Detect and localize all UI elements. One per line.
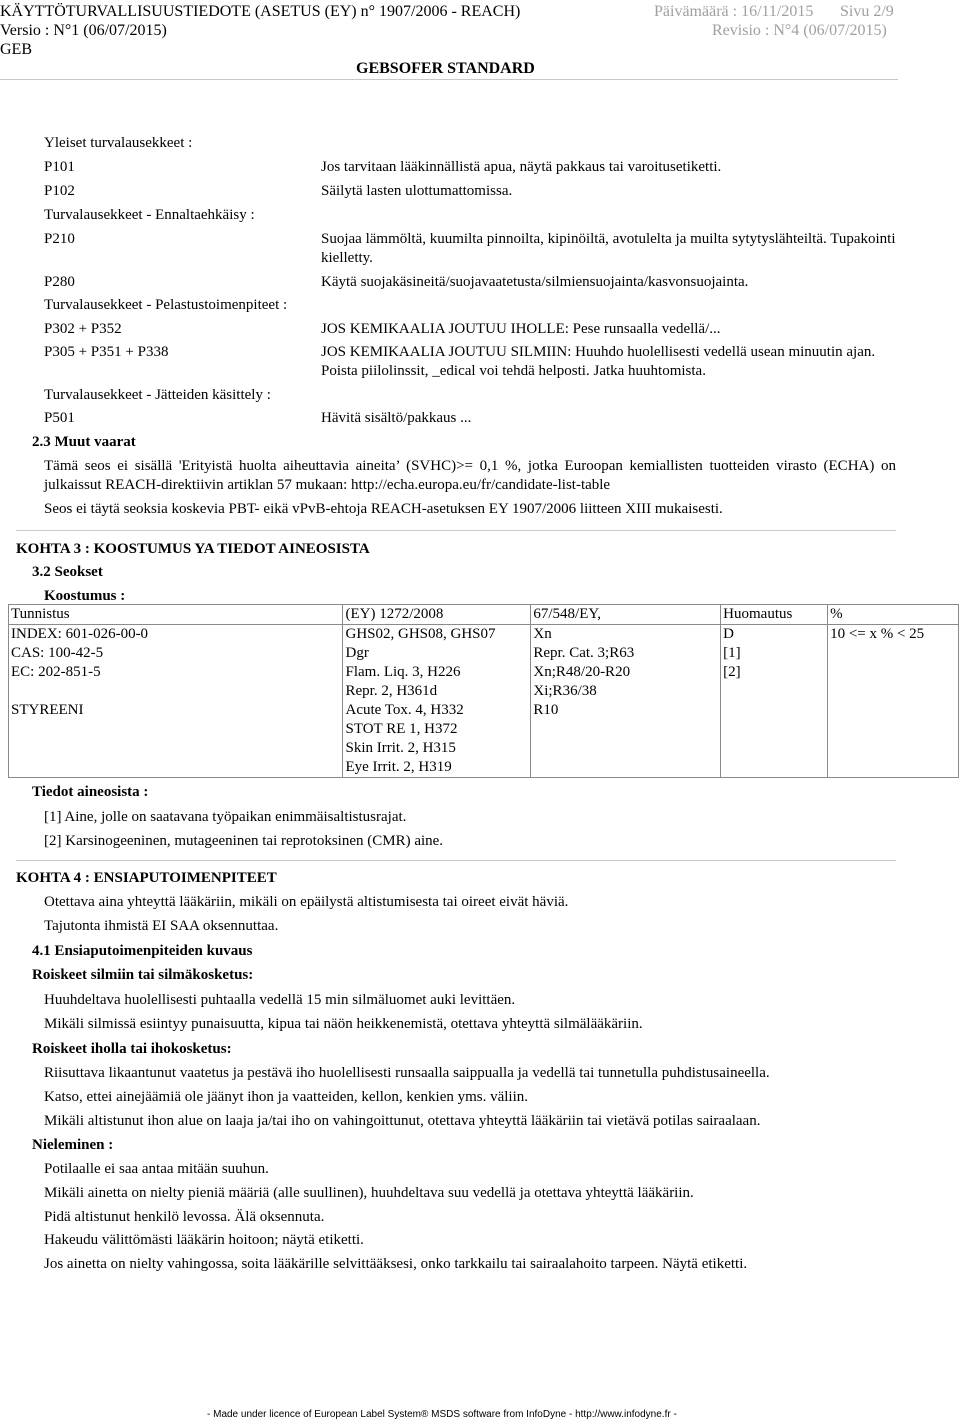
eyes-text-1: Huuhdeltava huolellisesti puhtaalla vedellä 15 min silmäluomet auki levittäen. xyxy=(44,992,516,1008)
cell-identification xyxy=(9,625,343,778)
clp-line: GHS02, GHS08, GHS07 xyxy=(345,626,496,642)
info-note-2: [2] Karsinogeeninen, mutageeninen tai reprotoksinen (CMR) aine. xyxy=(44,833,444,849)
date: Päivämäärä : 16/11/2015 xyxy=(654,3,814,20)
section4-divider xyxy=(16,860,896,861)
eyes-text-2: Mikäli silmissä esiintyy punaisuutta, kipua tai näön heikkenemistä, otettava yhteyttä silmälääkäriin. xyxy=(44,1016,643,1032)
swallow-text-5: Jos ainetta on nielty vahingossa, soita lääkärille selvittääksesi, onko tarkkailu tai sairaalahoito tarpeen. Näytä etiketti. xyxy=(44,1256,748,1272)
swallow-text-1: Potilaalle ei saa antaa mitään suuhun. xyxy=(44,1161,269,1177)
dsd-line: Xi;R36/38 xyxy=(533,683,597,699)
composition-table xyxy=(8,604,959,778)
skin-text-1: Riisuttava likaantunut vaatetus ja pestävä iho huolellisesti runsaalla saippualla ja vedellä tai tunnetulla puhdistusaineella. xyxy=(44,1065,770,1081)
section3-heading: KOHTA 3 : KOOSTUMUS YA TIEDOT AINEOSISTA xyxy=(16,541,370,557)
cell-clp xyxy=(343,625,531,778)
clp-line: Eye Irrit. 2, H319 xyxy=(345,759,452,775)
clp-line: STOT RE 1, H372 xyxy=(345,721,458,737)
ec-number: EC: 202-851-5 xyxy=(11,664,101,680)
p101-text: Jos tarvitaan lääkinnällistä apua, näytä pakkaus tai varoitusetiketti. xyxy=(321,159,722,175)
first-aid-intro-1: Otettava aina yhteyttä lääkäriin, mikäli on epäilystä altistumisesta tai oireet eivät häviä. xyxy=(44,894,569,910)
version: Versio : N°1 (06/07/2015) xyxy=(0,22,167,39)
p501-code: P501 xyxy=(44,410,75,426)
skin-text-3: Mikäli altistunut ihon alue on laaja ja/tai iho on vahingoittunut, otettava yhteyttä lääkäriin tai vietävä potilas sairaalaan. xyxy=(44,1113,761,1129)
page-number: Sivu 2/9 xyxy=(840,3,894,20)
p210-code: P210 xyxy=(44,231,75,247)
eyes-label: Roiskeet silmiin tai silmäkosketus: xyxy=(32,967,254,983)
header-divider xyxy=(0,79,898,80)
blank-line xyxy=(11,682,340,701)
clp-line: Dgr xyxy=(345,645,369,661)
section3-sub: 3.2 Seokset xyxy=(32,564,103,580)
p280-code: P280 xyxy=(44,274,75,290)
p501-text: Hävitä sisältö/pakkaus ... xyxy=(321,410,472,426)
other-hazards-heading: 2.3 Muut vaarat xyxy=(32,434,136,450)
col-header-percent: % xyxy=(828,605,959,625)
clp-line: Flam. Liq. 3, H226 xyxy=(345,664,461,680)
cell-percent xyxy=(828,625,959,778)
p102-text: Säilytä lasten ulottumattomissa. xyxy=(321,183,513,199)
col-header-note: Huomautus xyxy=(721,605,828,625)
swallow-text-2: Mikäli ainetta on nielty pieniä määriä (alle suullinen), huuhdeltava suu vedellä ja otettava yhteyttä lääkäriin. xyxy=(44,1185,694,1201)
cas-number: CAS: 100-42-5 xyxy=(11,645,104,661)
other-hazards-para1: Tämä seos ei sisällä 'Erityistä huolta aiheuttavia aineita’ (SVHC)>= 0,1 %, jotka Euroopan kemiallisten tuotteiden virasto (ECHA) on julkaissut REACH-direktiivin artiklan 57 mukaan: http://echa.europa.eu/fr/candidate-list-table xyxy=(44,458,896,493)
skin-label: Roiskeet iholla tai ihokosketus: xyxy=(32,1041,232,1057)
swallow-label: Nieleminen : xyxy=(32,1137,114,1153)
cell-dsd xyxy=(531,625,721,778)
other-hazards-para2: Seos ei täytä seoksia koskevia PBT- eikä vPvB-ehtoja REACH-asetuksen EY 1907/2006 liitteen XIII mukaisesti. xyxy=(44,501,723,517)
note-line: [2] xyxy=(723,664,741,680)
col-header-dsd: 67/548/EY, xyxy=(531,605,721,625)
footer-licence: - Made under licence of European Label System® MSDS software from InfoDyne - http://www.infodyne.fr - xyxy=(207,1409,677,1420)
dsd-line: R10 xyxy=(533,702,559,718)
dsd-line: Repr. Cat. 3;R63 xyxy=(533,645,635,661)
info-note-1: [1] Aine, jolle on saatavana työpaikan enimmäisaltistusrajat. xyxy=(44,809,407,825)
note-line: [1] xyxy=(723,645,741,661)
section4-sub: 4.1 Ensiaputoimenpiteiden kuvaus xyxy=(32,943,253,959)
p102-code: P102 xyxy=(44,183,75,199)
p305-text: JOS KEMIKAALIA JOUTUU SILMIIN: Huuhdo huolellisesti vedellä usean minuutin ajan. Poista piilolinssit, _edical voi tehdä helposti. Jatka huuhtomista. xyxy=(321,344,876,379)
section3-divider xyxy=(16,530,896,531)
table-header-row xyxy=(9,605,959,625)
document-title: KÄYTTÖTURVALLISUUSTIEDOTE (ASETUS (EY) n° 1907/2006 - REACH) xyxy=(0,3,521,20)
skin-text-2: Katso, ettei ainejäämiä ole jäänyt ihon ja vaatteiden, kellon, kenkien yms. väliin. xyxy=(44,1089,529,1105)
info-label: Tiedot aineosista : xyxy=(32,784,149,800)
prevention-label: Turvalausekkeet - Ennaltaehkäisy : xyxy=(44,207,255,223)
percent-value: 10 <= x % < 25 xyxy=(830,626,925,642)
p302-code: P302 + P352 xyxy=(44,321,122,337)
revision: Revisio : N°4 (06/07/2015) xyxy=(712,22,887,39)
p210-text: Suojaa lämmöltä, kuumilta pinnoilta, kipinöiltä, avotulelta ja muilta sytytyslähteiltä. Tupakointi kielletty. xyxy=(321,231,896,266)
clp-line: Acute Tox. 4, H332 xyxy=(345,702,464,718)
index-number: INDEX: 601-026-00-0 xyxy=(11,626,149,642)
dsd-line: Xn xyxy=(533,626,552,642)
disposal-label: Turvalausekkeet - Jätteiden käsittely : xyxy=(44,387,271,403)
general-label: Yleiset turvalausekkeet : xyxy=(44,135,193,151)
table-row xyxy=(9,625,959,778)
p305-code: P305 + P351 + P338 xyxy=(44,344,169,360)
p302-text: JOS KEMIKAALIA JOUTUU IHOLLE: Pese runsaalla vedellä/... xyxy=(321,321,721,337)
response-label: Turvalausekkeet - Pelastustoimenpiteet : xyxy=(44,297,288,313)
clp-line: Repr. 2, H361d xyxy=(345,683,438,699)
col-header-clp: (EY) 1272/2008 xyxy=(343,605,531,625)
company: GEB xyxy=(0,41,32,58)
p280-text: Käytä suojakäsineitä/suojavaatetusta/silmiensuojainta/kasvonsuojainta. xyxy=(321,274,749,290)
cell-note xyxy=(721,625,828,778)
composition-label: Koostumus : xyxy=(44,588,126,604)
section4-heading: KOHTA 4 : ENSIAPUTOIMENPITEET xyxy=(16,870,277,886)
note-line: D xyxy=(723,626,734,642)
product-name: GEBSOFER STANDARD xyxy=(356,60,535,77)
first-aid-intro-2: Tajutonta ihmistä EI SAA oksennuttaa. xyxy=(44,918,279,934)
dsd-line: Xn;R48/20-R20 xyxy=(533,664,631,680)
swallow-text-4: Hakeudu välittömästi lääkärin hoitoon; näytä etiketti. xyxy=(44,1232,364,1248)
clp-line: Skin Irrit. 2, H315 xyxy=(345,740,456,756)
p101-code: P101 xyxy=(44,159,75,175)
swallow-text-3: Pidä altistunut henkilö levossa. Älä oksennuta. xyxy=(44,1209,325,1225)
col-header-identification: Tunnistus xyxy=(9,605,343,625)
substance-name: STYREENI xyxy=(11,702,84,718)
